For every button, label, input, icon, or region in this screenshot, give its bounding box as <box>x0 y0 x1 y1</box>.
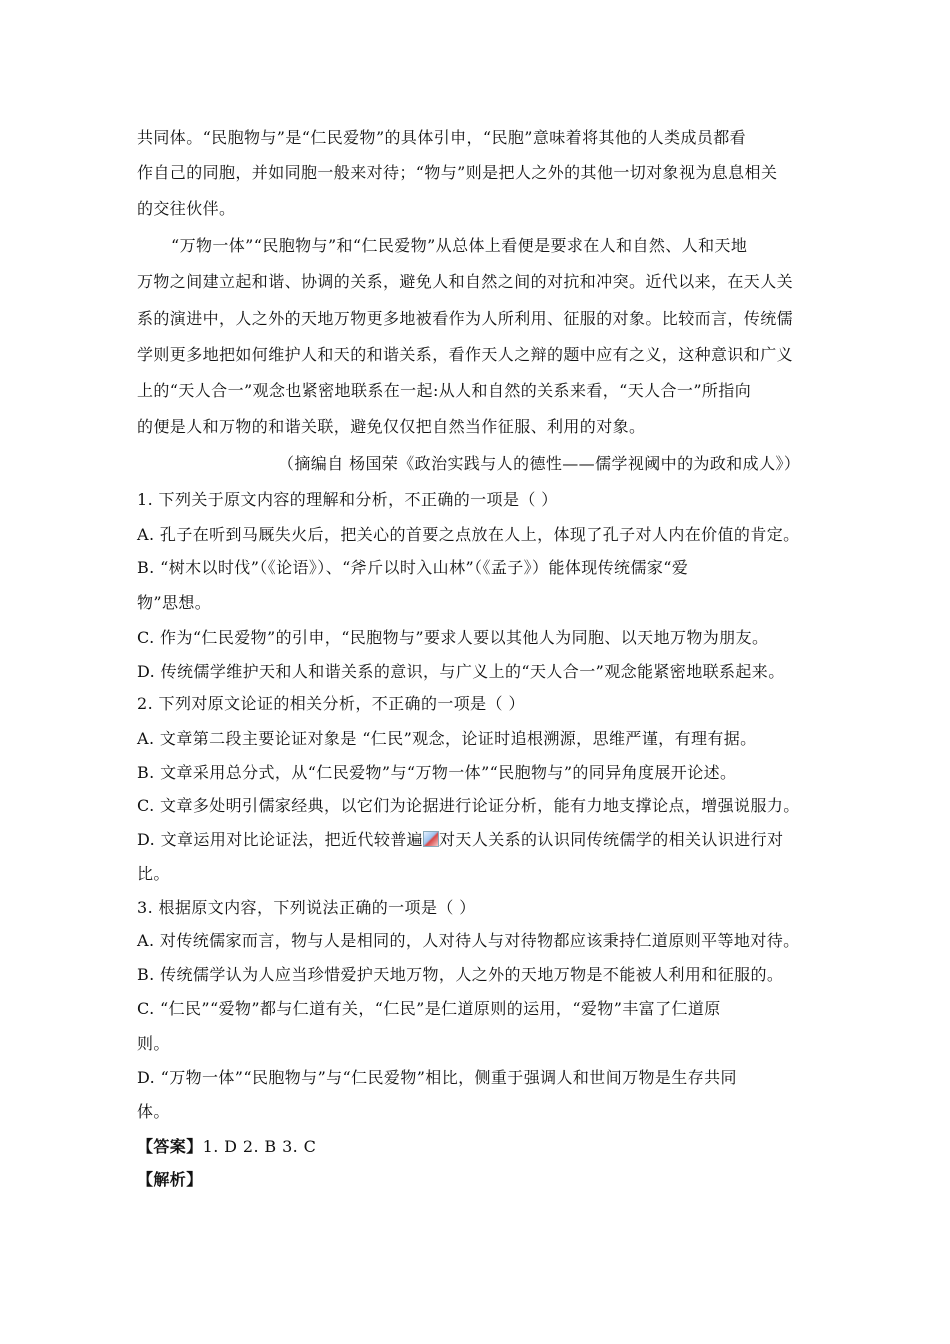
question-1-option-b-cont: 物”思想。 <box>137 593 212 612</box>
passage-source: （摘编自 杨国荣《政治实践与人的德性——儒学视阈中的为政和成人》） <box>278 454 801 473</box>
question-3-option-c-cont: 则。 <box>137 1034 170 1053</box>
passage-line: 的交往伙伴。 <box>137 199 236 218</box>
question-3-option-d-cont: 体。 <box>137 1102 170 1121</box>
passage-line: 上的“天人合一”观念也紧密地联系在一起:从人和自然的关系来看，“天人合一”所指向 <box>137 381 752 400</box>
question-2-stem: 2. 下列对原文论证的相关分析，不正确的一项是（ ） <box>137 694 525 713</box>
question-2-option-b: B. 文章采用总分式，从“仁民爱物”与“万物一体”“民胞物与”的同异角度展开论述。 <box>137 763 737 782</box>
question-1-option-d: D. 传统儒学维护天和人和谐关系的意识，与广义上的“天人合一”观念能紧密地联系起来。 <box>137 662 785 681</box>
passage-line: 学则更多地把如何维护人和天的和谐关系，看作天人之辩的题中应有之义，这种意识和广义 <box>137 345 794 364</box>
passage-line: “万物一体”“民胞物与”和“仁民爱物”从总体上看便是要求在人和自然、人和天地 <box>171 236 748 255</box>
question-3-option-b: B. 传统儒学认为人应当珍惜爱护天地万物，人之外的天地万物是不能被人利用和征服的。 <box>137 965 784 984</box>
answer-values: 1. D 2. B 3. C <box>202 1137 317 1156</box>
answer-label: 【答案】 <box>137 1137 203 1156</box>
question-2-option-d-cont: 比。 <box>137 864 170 883</box>
question-2-option-a: A. 文章第二段主要论证对象是 “仁民”观念，论证时追根溯源，思维严谨，有理有据。 <box>137 729 757 748</box>
question-3-option-d: D. “万物一体”“民胞物与”与“仁民爱物”相比，侧重于强调人和世间万物是生存共同 <box>137 1068 737 1087</box>
passage-line: 的便是人和万物的和谐关联，避免仅仅把自然当作征服、利用的对象。 <box>137 417 646 436</box>
question-2-option-d-text: D. 文章运用对比论证法，把近代较普遍 <box>137 830 424 849</box>
passage-line: 万物之间建立起和谐、协调的关系，避免人和自然之间的对抗和冲突。近代以来，在天人关 <box>137 272 794 291</box>
passage-line: 系的演进中，人之外的天地万物更多地被看作为人所利用、征服的对象。比较而言，传统儒 <box>137 309 794 328</box>
question-1-option-c: C. 作为“仁民爱物”的引申，“民胞物与”要求人要以其他人为同胞、以天地万物为朋友。 <box>137 628 769 647</box>
answer-line <box>137 1137 817 1157</box>
question-3-stem: 3. 根据原文内容，下列说法正确的一项是（ ） <box>137 898 476 917</box>
analysis-line <box>137 1170 817 1190</box>
image-placeholder-icon <box>423 831 439 847</box>
question-2-option-d-text-cont: 对天人关系的认识同传统儒学的相关认识进行对 <box>439 830 784 849</box>
question-3-option-c: C. “仁民”“爱物”都与仁道有关，“仁民”是仁道原则的运用，“爱物”丰富了仁道原 <box>137 999 721 1018</box>
question-2-option-d <box>137 830 817 850</box>
passage-line: 共同体。“民胞物与”是“仁民爱物”的具体引申，“民胞”意味着将其他的人类成员都看 <box>137 128 747 147</box>
question-1-option-b: B. “树木以时伐”（《论语》）、“斧斤以时入山林”（《孟子》）能体现传统儒家“爱 <box>137 558 689 577</box>
question-2-option-c: C. 文章多处明引儒家经典，以它们为论据进行论证分析，能有力地支撑论点，增强说服力。 <box>137 796 800 815</box>
passage-line: 作自己的同胞，并如同胞一般来对待；“物与”则是把人之外的其他一切对象视为息息相关 <box>137 163 778 182</box>
analysis-label: 【解析】 <box>137 1170 203 1189</box>
question-1-option-a: A. 孔子在听到马厩失火后，把关心的首要之点放在人上，体现了孔子对人内在价值的肯定。 <box>137 525 800 544</box>
question-1-stem: 1. 下列关于原文内容的理解和分析，不正确的一项是（ ） <box>137 490 558 509</box>
question-3-option-a: A. 对传统儒家而言，物与人是相同的，人对待人与对待物都应该秉持仁道原则平等地对待。 <box>137 931 800 950</box>
